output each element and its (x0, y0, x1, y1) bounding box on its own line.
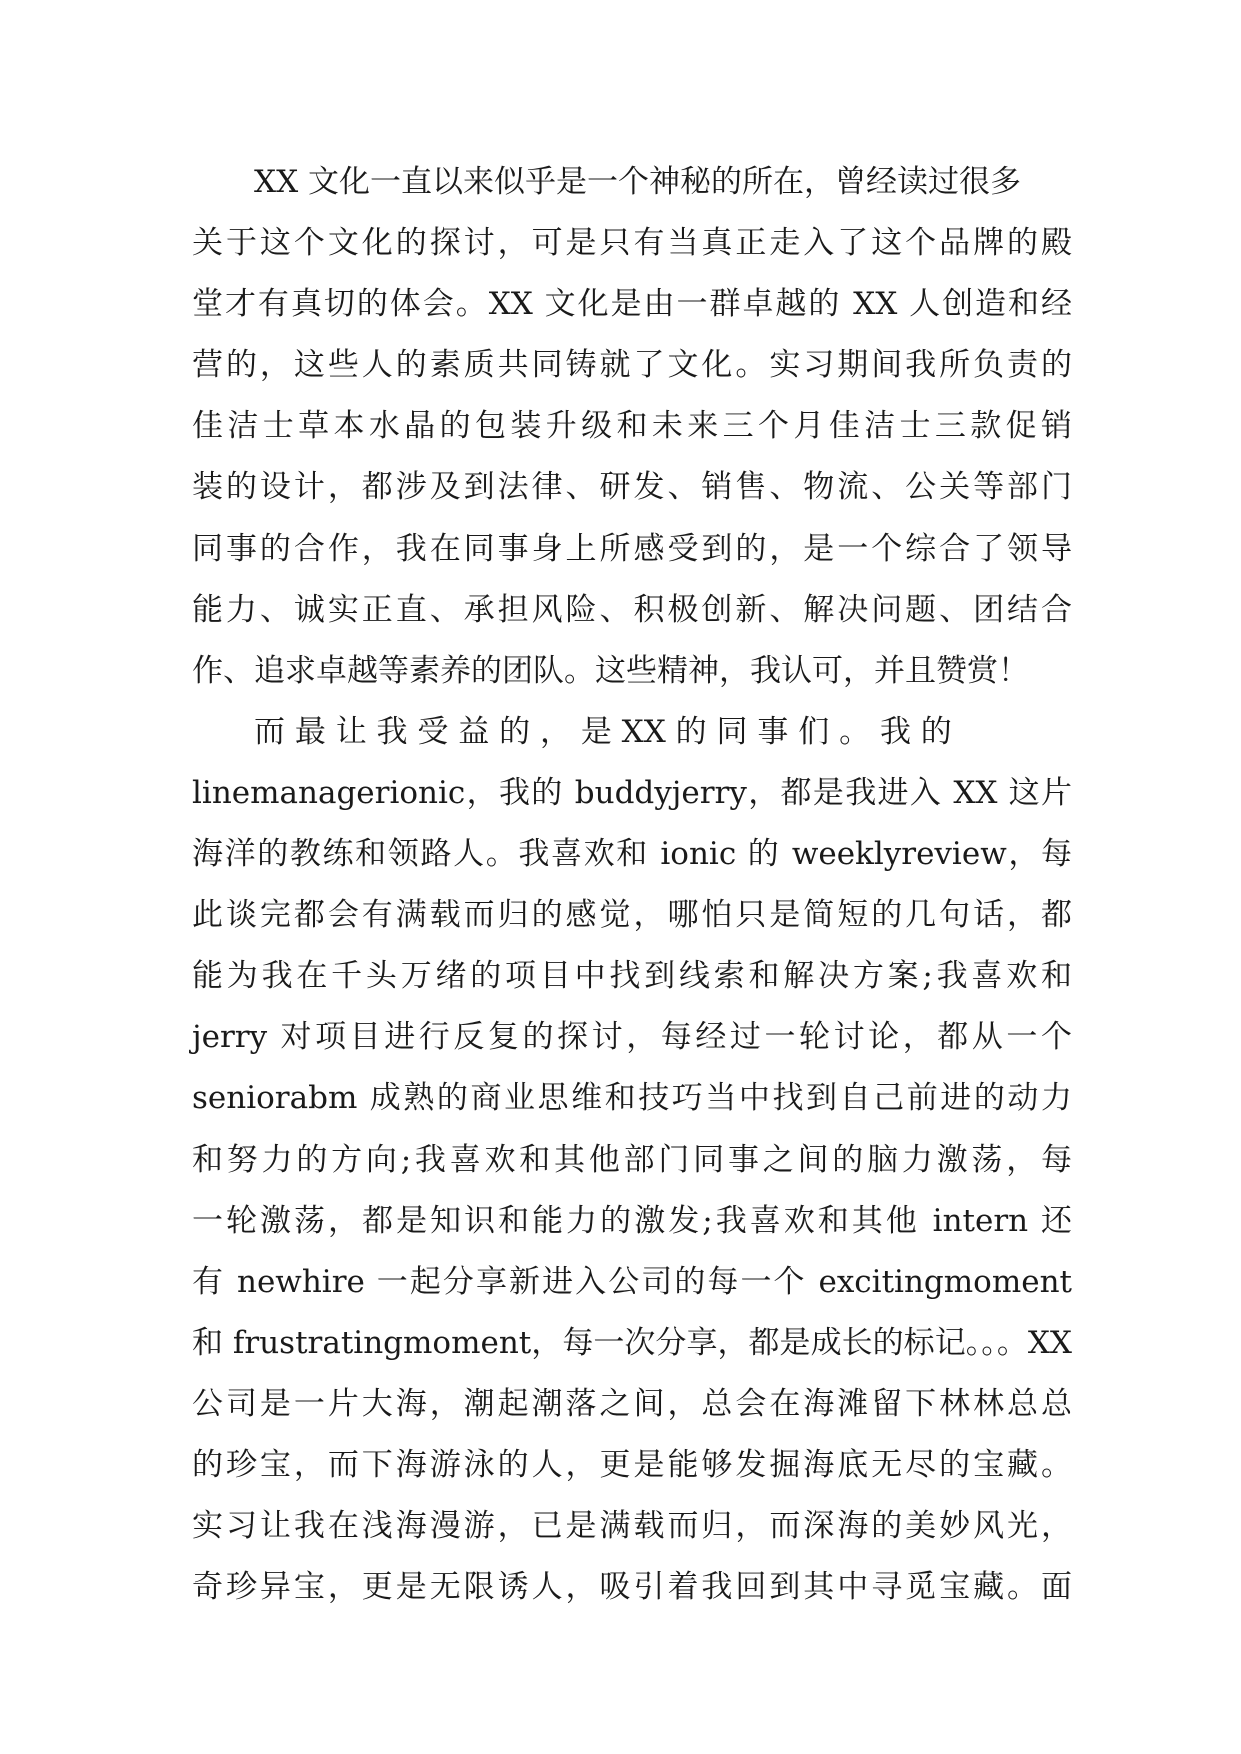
text-line: 和努力的方向;我喜欢和其他部门同事之间的脑力激荡，每 (192, 1141, 1072, 1178)
text-line: 能为我在千头万绪的项目中找到线索和解决方案;我喜欢和 (192, 958, 1072, 995)
text-line: 同事的合作，我在同事身上所感受到的，是一个综合了领导 (192, 530, 1072, 567)
text-line: 能力、诚实正直、承担风险、积极创新、解决问题、团结合 (192, 591, 1072, 628)
text-line: 一轮激荡，都是知识和能力的激发;我喜欢和其他 intern 还 (192, 1202, 1072, 1239)
text-line: 有 newhire 一起分享新进入公司的每一个 excitingmoment (192, 1263, 1072, 1300)
text-line: 装的设计，都涉及到法律、研发、销售、物流、公关等部门 (192, 469, 1072, 506)
text-line: XX 文化一直以来似乎是一个神秘的所在，曾经读过很多 (192, 164, 1021, 200)
text-line: 公司是一片大海，潮起潮落之间，总会在海滩留下林林总总 (192, 1385, 1072, 1422)
text-line: seniorabm 成熟的商业思维和技巧当中找到自己前进的动力 (192, 1080, 1072, 1117)
text-line: 而 最 让 我 受 益 的 ， 是 XX 的 同 事 们 。 我 的 (192, 713, 952, 750)
text-line: 关于这个文化的探讨，可是只有当真正走入了这个品牌的殿 (192, 225, 1072, 262)
text-line: jerry 对项目进行反复的探讨，每经过一轮讨论，都从一个 (192, 1019, 1072, 1056)
text-line: 作、追求卓越等素养的团队。这些精神，我认可，并且赞赏！ (192, 652, 1029, 689)
text-line: 堂才有真切的体会。XX 文化是由一群卓越的 XX 人创造和经 (192, 286, 1072, 323)
text-line: 的珍宝，而下海游泳的人，更是能够发掘海底无尽的宝藏。 (192, 1446, 1072, 1483)
text-line: linemanagerionic，我的 buddyjerry，都是我进入 XX 这片 (192, 774, 1072, 811)
body-text (192, 160, 1072, 1626)
text-line: 此谈完都会有满载而归的感觉，哪怕只是简短的几句话，都 (192, 897, 1072, 934)
text-line: 营的，这些人的素质共同铸就了文化。实习期间我所负责的 (192, 347, 1072, 384)
text-line: 奇珍异宝，更是无限诱人，吸引着我回到其中寻觅宝藏。面 (192, 1569, 1072, 1606)
text-line: 海洋的教练和领路人。我喜欢和 ionic 的 weeklyreview，每 (192, 836, 1072, 873)
text-line: 佳洁士草本水晶的包装升级和未来三个月佳洁士三款促销 (192, 408, 1072, 445)
text-line: 和 frustratingmoment，每一次分享，都是成长的标记。。。XX (192, 1324, 1072, 1361)
text-line: 实习让我在浅海漫游，已是满载而归，而深海的美妙风光， (192, 1508, 1072, 1545)
